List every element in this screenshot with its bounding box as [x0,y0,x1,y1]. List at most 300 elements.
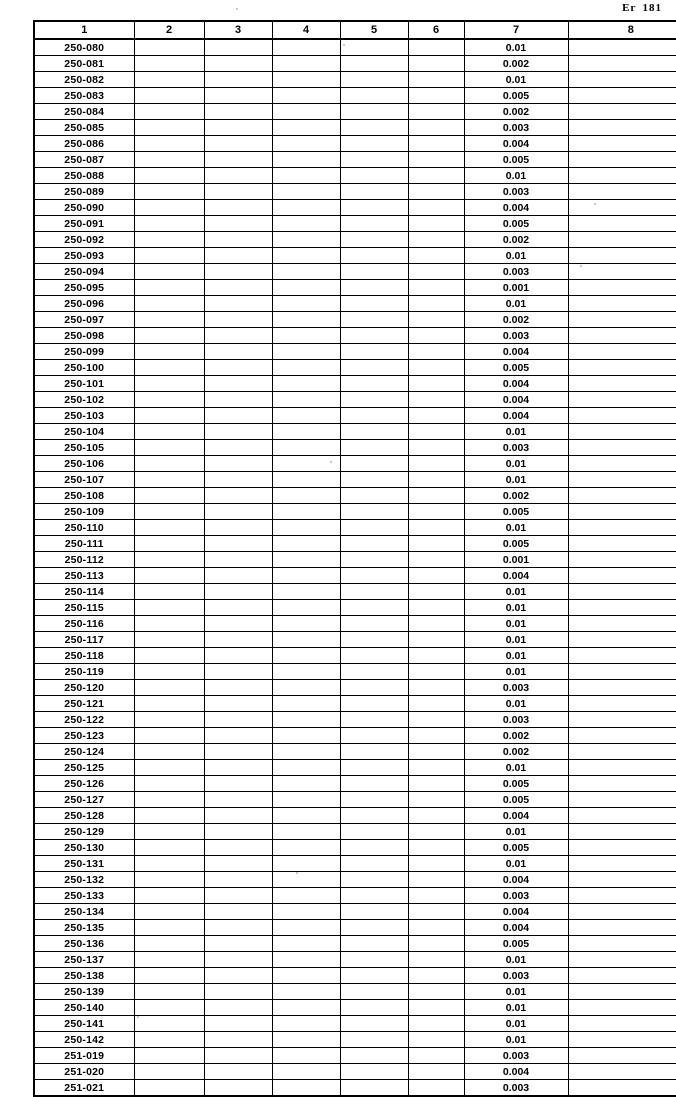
table-row [34,744,676,760]
table-cell [272,168,340,184]
table-cell [204,152,272,168]
table-cell [204,904,272,920]
table-row [34,1016,676,1032]
table-cell [568,648,676,664]
table-cell [408,728,464,744]
table-cell [272,472,340,488]
table-cell [408,808,464,824]
table-cell [568,712,676,728]
table-cell: 0.003 [464,120,568,136]
table-row [34,472,676,488]
table-cell [340,888,408,904]
table-row [34,456,676,472]
table-cell [340,872,408,888]
table-cell [134,696,204,712]
table-cell [272,888,340,904]
table-cell: 0.003 [464,328,568,344]
table-row [34,856,676,872]
table-cell [134,1032,204,1048]
table-row [34,248,676,264]
table-cell: 0.004 [464,1064,568,1080]
table-cell [204,504,272,520]
table-cell: 0.005 [464,792,568,808]
table-cell: 0.001 [464,280,568,296]
table-cell [272,920,340,936]
table-cell: 0.01 [464,696,568,712]
table-row [34,616,676,632]
table-cell [408,72,464,88]
table-cell: 250-112 [34,552,134,568]
table-cell [340,744,408,760]
table-cell: 0.004 [464,344,568,360]
table-row [34,888,676,904]
table-cell [134,248,204,264]
table-cell [134,232,204,248]
table-cell [408,712,464,728]
table-cell [568,360,676,376]
table-cell [568,280,676,296]
table-row [34,440,676,456]
table-cell [134,568,204,584]
table-cell [134,680,204,696]
table-cell [272,264,340,280]
table-cell [340,472,408,488]
table-cell [272,696,340,712]
table-cell [272,248,340,264]
table-cell: 250-126 [34,776,134,792]
table-cell: 250-119 [34,664,134,680]
table-cell [272,584,340,600]
table-cell [408,200,464,216]
table-cell [340,216,408,232]
table-row [34,312,676,328]
table-cell: 250-113 [34,568,134,584]
table-cell [340,584,408,600]
table-cell [408,568,464,584]
table-cell [134,824,204,840]
scan-speck [343,44,345,46]
table-row [34,536,676,552]
table-cell: 0.005 [464,360,568,376]
table-cell [134,360,204,376]
table-cell [568,552,676,568]
table-cell [568,392,676,408]
table-row [34,952,676,968]
table-cell [408,936,464,952]
table-cell [408,536,464,552]
table-cell [568,824,676,840]
table-cell [568,760,676,776]
table-cell [408,328,464,344]
table-cell [272,280,340,296]
table-cell [272,824,340,840]
table-cell [204,696,272,712]
table-cell [272,488,340,504]
table-cell [134,1000,204,1016]
table-cell [272,872,340,888]
table-cell: 250-096 [34,296,134,312]
table-cell: 250-127 [34,792,134,808]
table-cell [134,184,204,200]
table-cell [408,472,464,488]
table-cell [134,344,204,360]
table-cell [408,856,464,872]
table-cell [134,840,204,856]
table-cell [568,1016,676,1032]
table-cell [272,728,340,744]
table-cell [408,168,464,184]
table-cell [204,1016,272,1032]
table-cell: 251-021 [34,1080,134,1097]
table-row [34,584,676,600]
table-cell [568,56,676,72]
table-cell: 250-115 [34,600,134,616]
table-cell [272,968,340,984]
table-cell: 0.002 [464,104,568,120]
scan-speck [296,872,298,874]
table-cell [568,296,676,312]
table-cell [272,440,340,456]
table-row [34,728,676,744]
table-cell: 0.01 [464,1000,568,1016]
table-cell [340,264,408,280]
table-row [34,600,676,616]
table-cell [408,1064,464,1080]
table-cell [204,456,272,472]
table-row [34,712,676,728]
table-cell [568,808,676,824]
table-row [34,39,676,56]
table-cell: 0.002 [464,312,568,328]
table-cell [204,1064,272,1080]
table-cell: 250-140 [34,1000,134,1016]
table-cell [204,328,272,344]
table-cell: 0.005 [464,936,568,952]
table-cell [204,232,272,248]
table-cell: 0.002 [464,728,568,744]
table-cell: 0.01 [464,472,568,488]
table-row [34,648,676,664]
table-cell [204,72,272,88]
table-cell [568,776,676,792]
table-cell [340,568,408,584]
table-cell [568,728,676,744]
table-cell [408,1032,464,1048]
scan-speck [594,203,596,205]
table-row [34,840,676,856]
table-cell [568,616,676,632]
table-cell: 250-122 [34,712,134,728]
table-cell: 0.003 [464,680,568,696]
table-cell: 0.005 [464,216,568,232]
table-row [34,920,676,936]
table-cell: 0.01 [464,1016,568,1032]
table-cell: 250-114 [34,584,134,600]
table-cell [272,856,340,872]
table-row [34,792,676,808]
table-cell [134,312,204,328]
table-cell: 0.01 [464,984,568,1000]
table-cell [340,504,408,520]
table-cell [340,984,408,1000]
table-row [34,296,676,312]
table-cell [272,504,340,520]
table-cell: 250-118 [34,648,134,664]
table-cell [340,1032,408,1048]
table-cell [568,1064,676,1080]
table-row [34,120,676,136]
table-cell [408,904,464,920]
table-row [34,56,676,72]
table-cell [134,984,204,1000]
table-cell [408,632,464,648]
table-cell [408,39,464,56]
table-body [34,39,676,1096]
table-cell [340,408,408,424]
table-cell [134,536,204,552]
table-cell [134,152,204,168]
table-row [34,424,676,440]
table-cell [134,328,204,344]
table-cell [204,712,272,728]
table-cell: 0.005 [464,776,568,792]
table-cell [408,408,464,424]
table-cell [408,920,464,936]
table-cell: 250-134 [34,904,134,920]
table-cell [134,56,204,72]
table-cell [204,39,272,56]
table-cell [568,72,676,88]
table-cell: 0.004 [464,872,568,888]
table-cell [204,824,272,840]
table-row [34,408,676,424]
column-header-1: 1 [34,21,134,39]
table-cell [408,840,464,856]
table-cell: 250-089 [34,184,134,200]
table-cell [408,232,464,248]
table-cell [134,776,204,792]
table-cell [340,728,408,744]
table-row [34,984,676,1000]
table-cell [568,216,676,232]
table-cell [204,744,272,760]
table-cell [204,856,272,872]
table-cell [340,456,408,472]
table-cell [204,760,272,776]
table-cell: 250-108 [34,488,134,504]
table-cell: 250-120 [34,680,134,696]
table-cell [340,120,408,136]
table-cell [134,888,204,904]
table-cell: 250-088 [34,168,134,184]
table-cell [272,616,340,632]
table-cell [204,584,272,600]
table-cell [568,600,676,616]
table-cell: 250-137 [34,952,134,968]
table-cell [204,872,272,888]
table-cell [204,248,272,264]
table-cell [340,904,408,920]
table-cell: 250-139 [34,984,134,1000]
table-cell [340,328,408,344]
table-cell [272,664,340,680]
table-cell: 0.01 [464,296,568,312]
table-cell [134,584,204,600]
table-header-row [34,21,676,39]
table-cell [568,680,676,696]
table-cell: 0.003 [464,1048,568,1064]
table-cell: 0.001 [464,552,568,568]
table-cell [272,200,340,216]
table-row [34,808,676,824]
table-row [34,936,676,952]
table-cell [204,408,272,424]
table-cell [408,312,464,328]
table-row [34,680,676,696]
table-cell [134,856,204,872]
scan-speck [330,461,332,463]
table-cell: 0.002 [464,232,568,248]
table-cell [272,328,340,344]
table-cell: 0.004 [464,920,568,936]
table-row [34,1000,676,1016]
table-cell [272,184,340,200]
table-cell [408,872,464,888]
table-cell [340,920,408,936]
table-cell [272,680,340,696]
table-cell [568,152,676,168]
table-cell [134,728,204,744]
table-cell [568,440,676,456]
table-cell [272,360,340,376]
table-cell [204,360,272,376]
table-cell: 0.004 [464,392,568,408]
table-cell [408,136,464,152]
table-cell [408,888,464,904]
column-header-4: 4 [272,21,340,39]
scan-speck [137,1016,139,1018]
table-cell: 0.01 [464,39,568,56]
table-cell: 250-085 [34,120,134,136]
table-cell: 0.01 [464,424,568,440]
table-cell [272,1032,340,1048]
table-cell [272,1000,340,1016]
table-cell: 250-138 [34,968,134,984]
table-cell: 0.01 [464,952,568,968]
table-cell [568,328,676,344]
table-cell [408,696,464,712]
table-cell [340,344,408,360]
table-cell [204,184,272,200]
table-cell: 250-131 [34,856,134,872]
table-cell [408,792,464,808]
table-cell [134,1064,204,1080]
table-cell [568,136,676,152]
table-cell: 250-123 [34,728,134,744]
table-cell [568,184,676,200]
table-cell [568,936,676,952]
table-cell [408,488,464,504]
table-cell [340,136,408,152]
table-cell [134,72,204,88]
table-row [34,520,676,536]
table-cell [340,600,408,616]
table-cell [134,168,204,184]
table-cell: 250-129 [34,824,134,840]
table-cell [408,968,464,984]
table-cell [408,88,464,104]
column-header-6: 6 [408,21,464,39]
table-cell [408,648,464,664]
table-cell: 250-101 [34,376,134,392]
table-cell [134,952,204,968]
table-cell [340,39,408,56]
table-cell [272,152,340,168]
table-cell [568,424,676,440]
table-cell [204,216,272,232]
table-cell [408,760,464,776]
table-cell [408,280,464,296]
table-cell [272,39,340,56]
table-cell [340,168,408,184]
scan-speck [580,265,582,267]
table-cell [134,376,204,392]
table-cell: 250-102 [34,392,134,408]
scan-speck [236,8,238,10]
table-cell [340,952,408,968]
table-row [34,1032,676,1048]
table-cell: 250-117 [34,632,134,648]
table-cell [204,168,272,184]
table-cell [568,584,676,600]
table-cell [134,88,204,104]
table-cell [340,200,408,216]
table-cell [568,952,676,968]
table-cell [204,56,272,72]
table-cell [134,408,204,424]
table-cell [272,760,340,776]
table-cell: 0.01 [464,72,568,88]
table-cell: 250-095 [34,280,134,296]
table-cell [568,1048,676,1064]
table-cell [204,392,272,408]
table-cell: 250-106 [34,456,134,472]
table-cell [134,472,204,488]
table-cell [204,552,272,568]
table-cell: 0.01 [464,1032,568,1048]
table-cell [568,456,676,472]
table-cell [134,872,204,888]
table-cell: 0.01 [464,856,568,872]
table-cell [204,728,272,744]
table-cell [408,360,464,376]
table-cell: 0.003 [464,184,568,200]
table-cell [408,744,464,760]
table-cell: 250-107 [34,472,134,488]
table-cell [204,632,272,648]
table-cell [134,792,204,808]
table-cell [568,472,676,488]
table-cell [568,200,676,216]
table-cell [408,440,464,456]
table-cell [568,632,676,648]
table-cell [272,632,340,648]
table-row [34,568,676,584]
table-cell [204,1048,272,1064]
table-cell [340,1064,408,1080]
table-cell: 0.002 [464,488,568,504]
table-cell [204,792,272,808]
